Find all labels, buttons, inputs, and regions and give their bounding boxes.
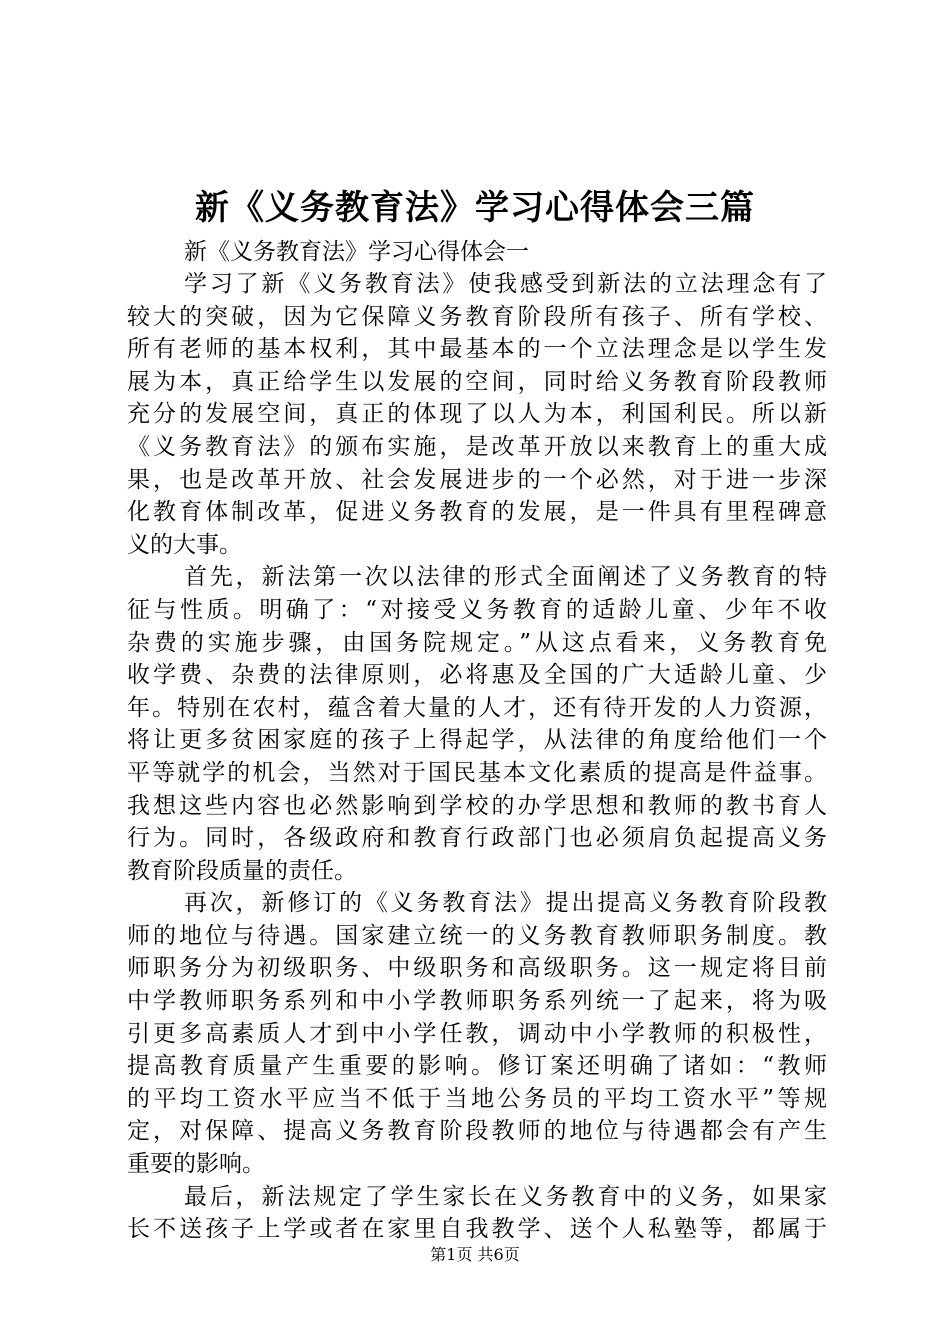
text-line: 收学费、杂费的法律原则，必将惠及全国的广大适龄儿童、少: [127, 662, 827, 689]
page-footer: 第1页 共6页: [430, 1245, 520, 1264]
text-line: 果，也是改革开放、社会发展进步的一个必然，对于进一步深: [127, 466, 827, 493]
text-line: 征与性质。明确了：“对接受义务教育的适龄儿童、少年不收: [127, 596, 827, 623]
text-line: 化教育体制改革，促进义务教育的发展，是一件具有里程碑意: [127, 499, 827, 526]
text-line: 将让更多贫困家庭的孩子上得起学，从法律的角度给他们一个: [127, 727, 827, 754]
text-line: 的平均工资水平应当不低于当地公务员的平均工资水平”等规: [127, 1085, 827, 1112]
text-line: 定，对保障、提高义务教育阶段教师的地位与待遇都会有产生: [127, 1118, 827, 1145]
text-line: 我想这些内容也必然影响到学校的办学思想和教师的教书育人: [127, 792, 827, 819]
text-line: 义的大事。: [127, 531, 242, 558]
text-line: 学习了新《义务教育法》使我感受到新法的立法理念有了: [184, 271, 827, 297]
text-line: 再次，新修订的《义务教育法》提出提高义务教育阶段教: [184, 890, 827, 917]
text-line: 杂费的实施步骤，由国务院规定。”从这点看来，义务教育免: [127, 629, 827, 656]
text-line: 平等就学的机会，当然对于国民基本文化素质的提高是件益事。: [127, 759, 827, 786]
text-line: 较大的突破，因为它保障义务教育阶段所有孩子、所有学校、: [127, 303, 827, 330]
text-line: 年。特别在农村，蕴含着大量的人才，还有待开发的人力资源，: [127, 694, 827, 721]
text-line: 提高教育质量产生重要的影响。修订案还明确了诸如：“教师: [127, 1053, 827, 1080]
text-line: 《义务教育法》的颁布实施，是改革开放以来教育上的重大成: [127, 433, 827, 460]
text-line: 引更多高素质人才到中小学任教，调动中小学教师的积极性，: [127, 1020, 827, 1047]
text-line: 首先，新法第一次以法律的形式全面阐述了义务教育的特: [184, 564, 827, 591]
text-line: 师职务分为初级职务、中级职务和高级职务。这一规定将目前: [127, 955, 827, 982]
text-line: 行为。同时，各级政府和教育行政部门也必须肩负起提高义务: [127, 825, 827, 852]
text-line: 教育阶段质量的责任。: [127, 857, 357, 884]
document-title: 新《义务教育法》学习心得体会三篇: [195, 188, 755, 228]
text-line: 中学教师职务系列和中小学教师职务系列统一了起来，将为吸: [127, 988, 827, 1015]
document-body: [127, 268, 827, 1246]
text-line: 充分的发展空间，真正的体现了以人为本，利国利民。所以新: [127, 401, 827, 428]
text-line: 所有老师的基本权利，其中最基本的一个立法理念是以学生发: [127, 336, 827, 363]
text-line: 长不送孩子上学或者在家里自我教学、送个人私塾等，都属于: [127, 1216, 827, 1243]
text-line: 师的地位与待遇。国家建立统一的义务教育教师职务制度。教: [127, 922, 827, 949]
text-line: 重要的影响。: [127, 1151, 265, 1178]
section-heading: 新《义务教育法》学习心得体会一: [184, 239, 529, 265]
text-line: 最后，新法规定了学生家长在义务教育中的义务，如果家: [184, 1183, 827, 1210]
text-line: 展为本，真正给学生以发展的空间，同时给义务教育阶段教师: [127, 368, 827, 395]
